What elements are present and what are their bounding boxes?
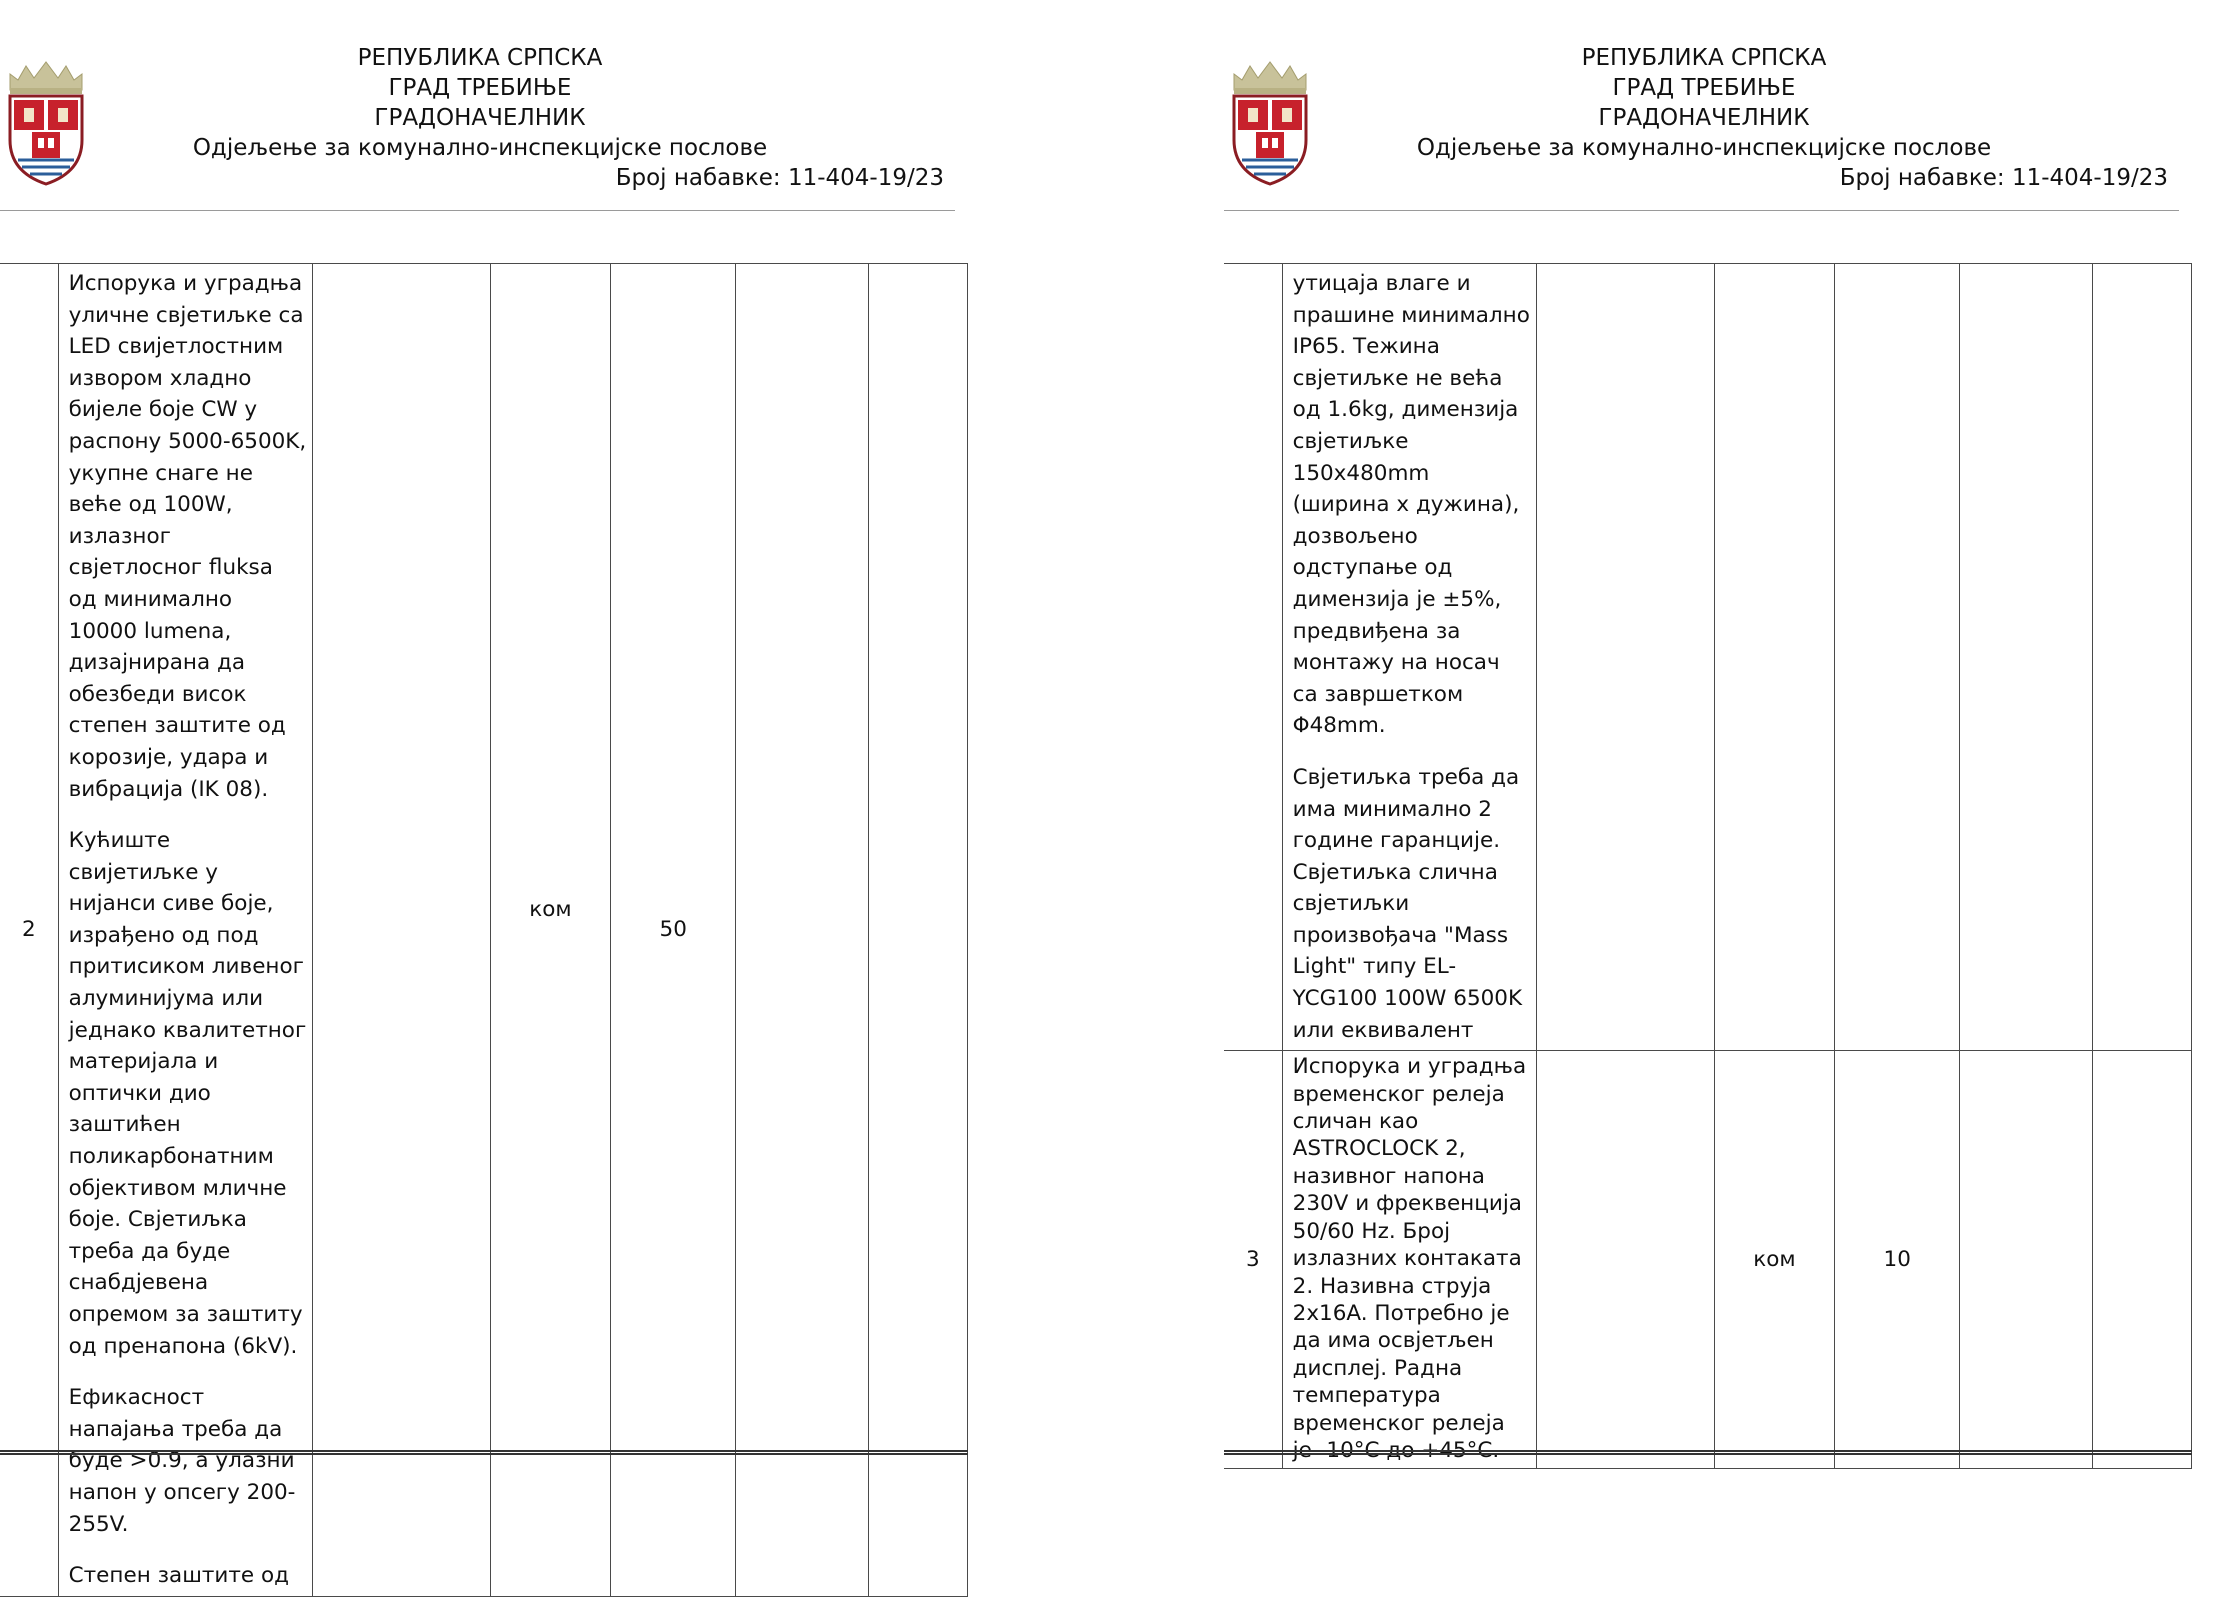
procurement-number: Број набавке: 11-404-19/23 [615,165,944,191]
description-paragraph: Кућиште свијетиљке у нијанси сиве боје, израђено од под притисиком ливеног алуминијума или једнако квалитетног материјала и оптички дио заштићен поликарбонатним објективом мличне боје. Свјетиљка треба да буде снабдјевена опремом за заштиту од пренапона (6kV). [68,828,307,1359]
document-page-left [0,0,1000,1589]
row-unit-cell [1714,1051,1834,1469]
empty-cell [1714,264,1834,1051]
header-line-department: Одјељење за комунално-инспекцијске послове [192,135,768,161]
empty-cell [313,264,490,1597]
description-paragraph: Степен заштите од [68,1563,289,1589]
header-line-city: ГРАД ТРЕБИЊЕ [1612,75,1796,101]
description-paragraph: утицаја влаге и прашине минимално IP65. Тежина свјетиљке не већа од 1.6kg, димензија свјетиљке 150x480mm (ширина x дужина), дозвољено одступање од димензија је ±5%, предвиђена за монтажу на носач са завршетком Φ48mm. [1292,271,1530,739]
document-header [1224,43,2184,193]
empty-cell [2092,264,2191,1051]
row-number: 3 [1224,1051,1282,1469]
header-line-republic: РЕПУБЛИКА СРПСКА [1581,45,1827,71]
items-table [0,263,968,1597]
row-quantity: 50 [611,264,736,1597]
header-divider [0,210,955,211]
footer-divider [0,1450,968,1455]
row-description-continued [1282,264,1537,1051]
empty-cell [1835,264,1960,1051]
row-description [58,264,313,1597]
table-row [0,264,968,1597]
row-quantity: 10 [1835,1051,1960,1469]
table-row [1224,1051,2192,1469]
header-line-department: Одјељење за комунално-инспекцијске послове [1416,135,1992,161]
document-page-right [1224,0,2213,1463]
description-paragraph: Ефикасност напајања треба да буде >0.9, а улазни напон у опсегу 200-255V. [68,1385,296,1537]
empty-cell [736,264,868,1597]
document-header [0,43,960,193]
footer-divider [1224,1450,2192,1455]
row-description [1282,1051,1537,1469]
empty-cell [1960,1051,2092,1469]
description-paragraph: Испорука и уградња уличне свјетиљке са LED свијетлостним извором хладно бијеле боје CW у распону 5000-6500K, укупне снаге не веће од 100W, излазног свјетлосног fluksa од минимално 10000 lumena, дизајнирана да обезбеди висок степен заштите од корозије, удара и вибрација (IK 08). [68,271,307,802]
table-row [1224,264,2192,1051]
empty-cell [1960,264,2092,1051]
row-unit: ком [1753,1247,1796,1272]
header-divider [1224,210,2179,211]
row-unit: ком [529,897,572,923]
empty-cell [1537,1051,1714,1469]
items-table [1224,263,2192,1469]
row-number: 2 [0,264,58,1597]
row-unit-cell [490,264,610,1597]
description-paragraph: Испорука и уградња временског релеја сличан као ASTROCLOCK 2, називног напона 230V и фреквенција 50/60 Hz. Број излазних контаката 2. Називна струја 2x16A. Потребно је да има освјетљен дисплеј. Радна температура временског релеја је -10°C до +45°C. [1292,1054,1527,1463]
empty-cell [2092,1051,2191,1469]
header-line-mayor: ГРАДОНАЧЕЛНИК [1598,105,1810,131]
empty-cell [1537,264,1714,1051]
header-line-republic: РЕПУБЛИКА СРПСКА [357,45,603,71]
procurement-number: Број набавке: 11-404-19/23 [1839,165,2168,191]
row-number-empty [1224,264,1282,1051]
empty-cell [868,264,967,1597]
header-line-city: ГРАД ТРЕБИЊЕ [388,75,572,101]
header-line-mayor: ГРАДОНАЧЕЛНИК [374,105,586,131]
description-paragraph: Свјетиљка треба да има минимално 2 године гаранције. Свјетиљка слична свјетиљки произвођача "Mass Light" типу EL-YCG100 100W 6500K или еквивалент [1292,764,1523,1043]
